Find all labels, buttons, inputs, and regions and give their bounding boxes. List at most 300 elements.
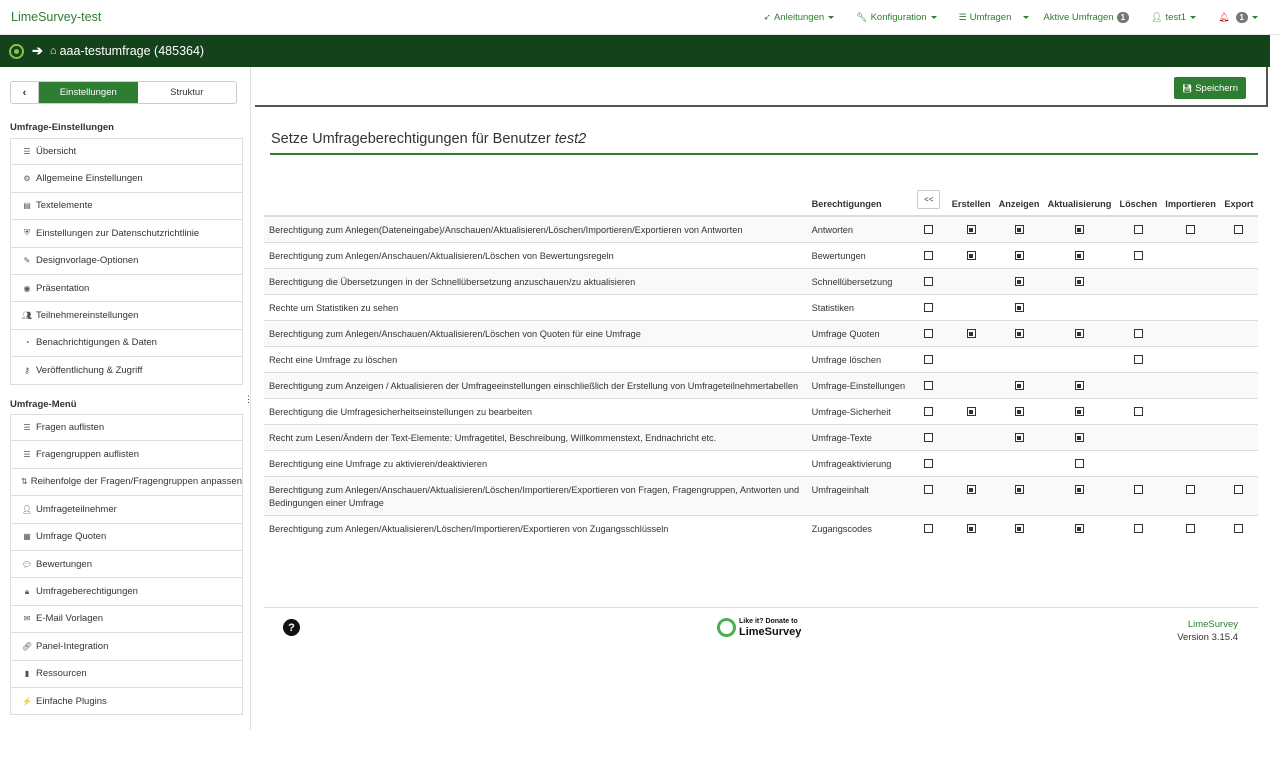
- file-icon: ▮: [24, 669, 30, 679]
- settings-menu-item-label: Allgemeine Einstellungen: [36, 173, 143, 185]
- sidebar: [0, 67, 251, 730]
- permission-cell-export: [1220, 216, 1258, 243]
- chevron-down-icon: [931, 16, 937, 19]
- permission-cell-create: [948, 216, 995, 243]
- header-toggle: [910, 183, 948, 216]
- permission-cell-update: [1044, 516, 1116, 542]
- permission-checkbox-read[interactable]: [1015, 407, 1024, 416]
- permission-description: Berechtigung zum Anlegen/Aktualisieren/Löschen/Importieren/Exportieren von Zugangsschlüsseln: [264, 516, 808, 542]
- permission-checkbox-all[interactable]: [924, 225, 933, 234]
- survey-menu-item-label: Panel-Integration: [36, 640, 109, 652]
- page-title: [270, 131, 1258, 147]
- permission-cell-create: [948, 295, 995, 321]
- settings-menu-item-label: Designvorlage-Optionen: [36, 255, 139, 267]
- permission-cell-read: [995, 477, 1044, 516]
- permission-checkbox-update[interactable]: [1075, 407, 1084, 416]
- main-content: [255, 67, 1270, 769]
- permission-description: Recht eine Umfrage zu löschen: [264, 347, 808, 373]
- settings-section-title: Umfrage-Einstellungen: [10, 122, 114, 133]
- permission-name: Umfrage Quoten: [808, 321, 910, 347]
- table-row: [264, 269, 1258, 295]
- header-permissions: Berechtigungen: [808, 183, 910, 216]
- permission-checkbox-read[interactable]: [1015, 277, 1024, 286]
- permission-checkbox-read[interactable]: [1015, 329, 1024, 338]
- version-text: Version 3.15.4: [1177, 632, 1238, 643]
- configuration-menu[interactable]: [856, 12, 936, 23]
- permission-cell-read: [995, 321, 1044, 347]
- eye-icon: ◉: [23, 283, 31, 293]
- tutorials-menu[interactable]: [763, 12, 834, 23]
- permission-cell-delete: [1115, 321, 1161, 347]
- permission-checkbox-read[interactable]: [1015, 225, 1024, 234]
- permission-cell-all: [910, 347, 948, 373]
- survey-menu-item-label: E-Mail Vorlagen: [36, 613, 104, 625]
- permission-cell-create: [948, 321, 995, 347]
- permission-description: Berechtigung zum Anlegen/Anschauen/Aktualisieren/Löschen von Bewertungsregeln: [264, 243, 808, 269]
- table-row: [264, 243, 1258, 269]
- permission-description: Berechtigung zum Anlegen(Dateneingabe)/Anschauen/Aktualisieren/Löschen/Importieren/Exportieren von Antworten: [264, 216, 808, 243]
- permission-name: Antworten: [808, 216, 910, 243]
- permission-description: Recht zum Lesen/Ändern der Text-Elemente: Umfragetitel, Beschreibung, Willkommenstext, Endnachricht etc.: [264, 425, 808, 451]
- permission-cell-export: [1220, 477, 1258, 516]
- permission-cell-export: [1220, 347, 1258, 373]
- user-icon: 👤︎: [1151, 12, 1163, 22]
- chevron-down-icon: [1252, 16, 1258, 19]
- permission-checkbox-delete[interactable]: [1134, 355, 1143, 364]
- settings-menu-item-label: Textelemente: [36, 200, 93, 212]
- settings-menu-item-label: Präsentation: [36, 282, 90, 294]
- permission-cell-all: [910, 321, 948, 347]
- survey-menu-item-label: Einfache Plugins: [36, 695, 107, 707]
- survey-menu-item[interactable]: [10, 524, 243, 551]
- lock-icon: 🔒︎: [24, 586, 30, 596]
- permission-cell-all: [910, 373, 948, 399]
- permission-cell-export: [1220, 516, 1258, 542]
- active-surveys-link[interactable]: [1043, 12, 1129, 23]
- permission-cell-delete: [1115, 451, 1161, 477]
- permission-cell-delete: [1115, 269, 1161, 295]
- permission-cell-delete: [1115, 399, 1161, 425]
- permission-cell-delete: [1115, 516, 1161, 542]
- survey-menu: [10, 414, 243, 715]
- permission-checkbox-delete[interactable]: [1134, 329, 1143, 338]
- permission-description: Berechtigung zum Anlegen/Anschauen/Aktualisieren/Löschen/Importieren/Exportieren von Fragen, Fragengruppen, Antworten und Bedingungen einer Umfrage: [264, 477, 808, 516]
- permission-cell-read: [995, 425, 1044, 451]
- home-icon: ⌂: [49, 45, 57, 57]
- permission-checkbox-import[interactable]: [1186, 485, 1195, 494]
- survey-menu-item-label: Fragen auflisten: [36, 422, 105, 434]
- permission-cell-create: [948, 269, 995, 295]
- permission-cell-update: [1044, 243, 1116, 269]
- permission-description: Berechtigung die Umfragesicherheitseinstellungen zu bearbeiten: [264, 399, 808, 425]
- permission-checkbox-create[interactable]: [967, 524, 976, 533]
- table-row: [264, 347, 1258, 373]
- users-icon: 👥︎: [21, 311, 33, 321]
- user-label: test1: [1165, 12, 1187, 23]
- permission-cell-delete: [1115, 347, 1161, 373]
- permission-cell-create: [948, 425, 995, 451]
- permission-name: Umfrageaktivierung: [808, 451, 910, 477]
- brand-link[interactable]: LimeSurvey-test: [11, 10, 102, 24]
- permission-cell-create: [948, 451, 995, 477]
- permission-cell-read: [995, 347, 1044, 373]
- permission-description: Berechtigung zum Anlegen/Anschauen/Aktualisieren/Löschen von Quoten für eine Umfrage: [264, 321, 808, 347]
- permission-checkbox-all[interactable]: [924, 355, 933, 364]
- chevron-down-icon: [1023, 16, 1029, 19]
- table-row: [264, 295, 1258, 321]
- permission-cell-read: [995, 295, 1044, 321]
- permission-checkbox-delete[interactable]: [1134, 225, 1143, 234]
- permission-cell-import: [1161, 216, 1220, 243]
- permission-cell-export: [1220, 321, 1258, 347]
- header-delete: Löschen: [1115, 183, 1161, 216]
- permissions-table: [264, 183, 1258, 541]
- permission-cell-read: [995, 269, 1044, 295]
- survey-menu-item[interactable]: [10, 469, 243, 496]
- permission-cell-export: [1220, 373, 1258, 399]
- table-row: [264, 451, 1258, 477]
- permission-checkbox-read[interactable]: [1015, 381, 1024, 390]
- permission-cell-read: [995, 516, 1044, 542]
- active-surveys-label: Aktive Umfragen: [1043, 12, 1114, 23]
- permission-cell-import: [1161, 321, 1220, 347]
- permission-cell-export: [1220, 451, 1258, 477]
- survey-menu-item[interactable]: [10, 661, 243, 688]
- footer: [264, 607, 1258, 667]
- permission-checkbox-all[interactable]: [924, 433, 933, 442]
- resize-handle-icon[interactable]: ⋮: [244, 394, 253, 404]
- permission-checkbox-update[interactable]: [1075, 459, 1084, 468]
- permission-cell-read: [995, 216, 1044, 243]
- survey-menu-item[interactable]: [10, 633, 243, 660]
- table-row: [264, 516, 1258, 542]
- settings-menu-item[interactable]: [10, 357, 243, 384]
- surveys-dropdown-toggle[interactable]: [1019, 16, 1029, 19]
- permission-cell-export: [1220, 269, 1258, 295]
- table-row: [264, 216, 1258, 243]
- rocket-icon: ➶: [763, 12, 771, 22]
- comment-icon: 💬︎: [21, 559, 33, 569]
- envelope-icon: ✉: [23, 614, 31, 624]
- permission-cell-update: [1044, 321, 1116, 347]
- permission-checkbox-delete[interactable]: [1134, 251, 1143, 260]
- permission-name: Bewertungen: [808, 243, 910, 269]
- permission-checkbox-delete[interactable]: [1134, 524, 1143, 533]
- plug-icon: ⚡: [22, 696, 32, 706]
- permission-cell-import: [1161, 399, 1220, 425]
- active-surveys-badge: 1: [1117, 12, 1129, 23]
- permission-cell-export: [1220, 425, 1258, 451]
- action-bar: [255, 67, 1268, 107]
- permission-checkbox-all[interactable]: [924, 251, 933, 260]
- permission-checkbox-read[interactable]: [1015, 433, 1024, 442]
- permission-cell-update: [1044, 451, 1116, 477]
- top-nav: [741, 0, 1258, 35]
- survey-menu-section-title: Umfrage-Menü: [10, 399, 77, 410]
- page-title-text: Setze Umfrageberechtigungen für Benutzer: [271, 131, 555, 147]
- permission-checkbox-read[interactable]: [1015, 485, 1024, 494]
- permission-cell-import: [1161, 516, 1220, 542]
- permission-cell-delete: [1115, 295, 1161, 321]
- survey-menu-item[interactable]: [10, 414, 243, 441]
- survey-menu-item[interactable]: [10, 496, 243, 523]
- permission-cell-create: [948, 347, 995, 373]
- donate-small-text: Like it? Donate to: [739, 618, 798, 625]
- permission-cell-update: [1044, 477, 1116, 516]
- save-button[interactable]: [1174, 77, 1246, 99]
- settings-menu-item-label: Veröffentlichung & Zugriff: [36, 364, 143, 376]
- header-import: Importieren: [1161, 183, 1220, 216]
- header-export: Export: [1220, 183, 1258, 216]
- donate-big-text: LimeSurvey: [739, 626, 802, 638]
- permission-cell-import: [1161, 243, 1220, 269]
- permission-cell-all: [910, 477, 948, 516]
- permission-checkbox-all[interactable]: [924, 277, 933, 286]
- permission-checkbox-all[interactable]: [924, 303, 933, 312]
- permission-cell-create: [948, 373, 995, 399]
- donate-link[interactable]: [717, 617, 801, 637]
- settings-menu-item-label: Teilnehmereinstellungen: [36, 310, 139, 322]
- permission-checkbox-update[interactable]: [1075, 225, 1084, 234]
- floppy-disk-icon: 💾︎: [1182, 83, 1193, 93]
- permission-checkbox-delete[interactable]: [1134, 407, 1143, 416]
- permission-checkbox-create[interactable]: [967, 225, 976, 234]
- survey-menu-item-label: Umfrageberechtigungen: [36, 586, 138, 598]
- permission-cell-all: [910, 425, 948, 451]
- permission-cell-delete: [1115, 373, 1161, 399]
- chevron-down-icon: [828, 16, 834, 19]
- permission-checkbox-all[interactable]: [924, 407, 933, 416]
- permission-cell-all: [910, 295, 948, 321]
- notifications-badge: 1: [1236, 12, 1248, 23]
- table-row: [264, 477, 1258, 516]
- permissions-table-body: [264, 216, 1258, 541]
- permission-description: Berechtigung eine Umfrage zu aktivieren/deaktivieren: [264, 451, 808, 477]
- tutorials-label: Anleitungen: [773, 12, 825, 23]
- limesurvey-logo-icon[interactable]: [9, 44, 24, 59]
- permission-checkbox-create[interactable]: [967, 407, 976, 416]
- settings-menu: [10, 138, 243, 385]
- settings-menu-item[interactable]: [10, 248, 243, 275]
- permission-checkbox-import[interactable]: [1186, 524, 1195, 533]
- page-title-user: test2: [554, 131, 587, 147]
- permission-checkbox-create[interactable]: [967, 251, 976, 260]
- notifications-menu[interactable]: [1218, 12, 1258, 23]
- paint-brush-icon: ✎: [23, 256, 31, 266]
- file-text-icon: ▤: [23, 201, 31, 211]
- permission-cell-all: [910, 269, 948, 295]
- help-icon[interactable]: ?: [283, 619, 300, 636]
- permission-cell-read: [995, 373, 1044, 399]
- permission-name: Umfrage-Einstellungen: [808, 373, 910, 399]
- settings-menu-item[interactable]: [10, 165, 243, 192]
- key-icon: ⚷: [24, 365, 30, 375]
- list-icon: ☰: [23, 450, 31, 460]
- permission-name: Umfrage-Sicherheit: [808, 399, 910, 425]
- permission-cell-create: [948, 243, 995, 269]
- permission-cell-update: [1044, 269, 1116, 295]
- permission-checkbox-update[interactable]: [1075, 329, 1084, 338]
- permission-cell-update: [1044, 373, 1116, 399]
- permission-cell-import: [1161, 347, 1220, 373]
- survey-menu-item[interactable]: [10, 688, 243, 715]
- survey-menu-item[interactable]: [10, 606, 243, 633]
- permission-checkbox-update[interactable]: [1075, 433, 1084, 442]
- permission-checkbox-create[interactable]: [967, 485, 976, 494]
- rss-icon: ◔: [24, 338, 30, 348]
- permission-cell-import: [1161, 477, 1220, 516]
- list-icon: ☰: [23, 423, 31, 433]
- table-row: [264, 425, 1258, 451]
- permission-cell-read: [995, 399, 1044, 425]
- survey-menu-item[interactable]: [10, 578, 243, 605]
- permission-checkbox-all[interactable]: [924, 459, 933, 468]
- permission-checkbox-update[interactable]: [1075, 524, 1084, 533]
- sidebar-tabs: [10, 81, 237, 104]
- sort-icon: ⇅: [21, 477, 28, 487]
- settings-menu-item[interactable]: [10, 302, 243, 329]
- permission-cell-update: [1044, 347, 1116, 373]
- permission-cell-import: [1161, 451, 1220, 477]
- table-row: [264, 321, 1258, 347]
- bell-icon: 🔔︎: [1218, 12, 1230, 22]
- permission-cell-create: [948, 477, 995, 516]
- permission-cell-export: [1220, 243, 1258, 269]
- header-update: Aktualisierung: [1044, 183, 1116, 216]
- chevron-left-icon: ‹: [22, 86, 27, 99]
- permission-cell-import: [1161, 425, 1220, 451]
- permission-checkbox-update[interactable]: [1075, 485, 1084, 494]
- limesurvey-donate-logo-icon: [717, 618, 736, 637]
- link-icon: 🔗︎: [21, 641, 33, 651]
- permission-cell-all: [910, 399, 948, 425]
- table-row: [264, 373, 1258, 399]
- permission-cell-read: [995, 451, 1044, 477]
- donate-text: [739, 617, 801, 637]
- permission-cell-import: [1161, 295, 1220, 321]
- permission-cell-all: [910, 243, 948, 269]
- header-description: [264, 183, 808, 216]
- permission-name: Schnellübersetzung: [808, 269, 910, 295]
- permission-name: Zugangscodes: [808, 516, 910, 542]
- permission-cell-import: [1161, 373, 1220, 399]
- survey-menu-item-label: Umfrageteilnehmer: [36, 503, 117, 515]
- permission-checkbox-create[interactable]: [967, 329, 976, 338]
- permission-cell-create: [948, 399, 995, 425]
- survey-menu-item-label: Reihenfolge der Fragen/Fragengruppen anpassen: [30, 476, 242, 488]
- collapse-sidebar-button[interactable]: [11, 82, 39, 103]
- save-label: Speichern: [1195, 82, 1238, 94]
- permission-name: Umfrageinhalt: [808, 477, 910, 516]
- survey-menu-item[interactable]: [10, 551, 243, 578]
- permission-cell-update: [1044, 295, 1116, 321]
- survey-menu-item-label: Bewertungen: [36, 558, 92, 570]
- settings-menu-item[interactable]: [10, 220, 243, 247]
- header-read: Anzeigen: [995, 183, 1044, 216]
- permission-cell-delete: [1115, 477, 1161, 516]
- surveys-label: Umfragen: [969, 12, 1012, 23]
- settings-menu-item[interactable]: [10, 275, 243, 302]
- permission-checkbox-read[interactable]: [1015, 303, 1024, 312]
- configuration-label: Konfiguration: [870, 12, 927, 23]
- permission-checkbox-export[interactable]: [1234, 485, 1243, 494]
- permission-cell-all: [910, 451, 948, 477]
- survey-bar: [0, 35, 1270, 67]
- permission-description: Berechtigung zum Anzeigen / Aktualisieren der Umfrageeinstellungen einschließlich der Erstellung von Umfrageteilnehmertabellen: [264, 373, 808, 399]
- permission-checkbox-all[interactable]: [924, 381, 933, 390]
- page-header: [270, 131, 1258, 155]
- permission-description: Berechtigung die Übersetzungen in der Schnellübersetzung anzuschauen/zu aktualisieren: [264, 269, 808, 295]
- permission-cell-delete: [1115, 243, 1161, 269]
- permission-checkbox-update[interactable]: [1075, 381, 1084, 390]
- user-menu[interactable]: [1151, 12, 1196, 23]
- survey-menu-item-label: Ressourcen: [36, 668, 87, 680]
- survey-menu-item-label: Umfrage Quoten: [36, 531, 107, 543]
- chevron-down-icon: [1190, 16, 1196, 19]
- permission-name: Umfrage löschen: [808, 347, 910, 373]
- permission-checkbox-update[interactable]: [1075, 251, 1084, 260]
- tab-structure[interactable]: Struktur: [170, 87, 204, 98]
- tab-settings[interactable]: Einstellungen: [39, 82, 138, 103]
- tasks-icon: ▦: [23, 532, 31, 542]
- header-create: Erstellen: [948, 183, 995, 216]
- permission-checkbox-read[interactable]: [1015, 251, 1024, 260]
- permission-cell-read: [995, 243, 1044, 269]
- permission-checkbox-all[interactable]: [924, 524, 933, 533]
- table-header-row: [264, 183, 1258, 216]
- permission-checkbox-export[interactable]: [1234, 225, 1243, 234]
- settings-menu-item-label: Benachrichtigungen & Daten: [36, 337, 157, 349]
- permission-cell-delete: [1115, 425, 1161, 451]
- permission-cell-update: [1044, 216, 1116, 243]
- settings-menu-item-label: Einstellungen zur Datenschutzrichtlinie: [36, 227, 200, 239]
- settings-menu-item[interactable]: [10, 138, 243, 165]
- cogs-icon: ⚙: [23, 174, 31, 184]
- permission-checkbox-all[interactable]: [924, 485, 933, 494]
- permission-checkbox-export[interactable]: [1234, 524, 1243, 533]
- settings-menu-item[interactable]: [10, 330, 243, 357]
- permission-cell-create: [948, 516, 995, 542]
- permission-cell-export: [1220, 399, 1258, 425]
- wrench-icon: 🔧︎: [856, 12, 868, 22]
- permission-checkbox-update[interactable]: [1075, 277, 1084, 286]
- permission-checkbox-read[interactable]: [1015, 524, 1024, 533]
- list-icon: ☰: [958, 12, 967, 22]
- permission-cell-all: [910, 516, 948, 542]
- permission-cell-update: [1044, 399, 1116, 425]
- list-icon: ☰: [23, 147, 31, 157]
- settings-menu-item-label: Übersicht: [36, 146, 77, 158]
- arrow-right-icon: ➔: [32, 43, 43, 58]
- permission-cell-export: [1220, 295, 1258, 321]
- app-name-link[interactable]: LimeSurvey: [1187, 619, 1238, 630]
- toggle-all-button[interactable]: <<: [917, 190, 940, 209]
- surveys-menu[interactable]: [959, 12, 1012, 23]
- user-icon: 👤︎: [21, 504, 33, 514]
- permission-cell-delete: [1115, 216, 1161, 243]
- shield-icon: ⛨: [24, 228, 30, 238]
- permission-checkbox-delete[interactable]: [1134, 485, 1143, 494]
- survey-menu-item[interactable]: [10, 441, 243, 468]
- permission-cell-update: [1044, 425, 1116, 451]
- permission-name: Umfrage-Texte: [808, 425, 910, 451]
- permission-name: Statistiken: [808, 295, 910, 321]
- permission-checkbox-import[interactable]: [1186, 225, 1195, 234]
- survey-title-link[interactable]: aaa-testumfrage (485364): [59, 44, 205, 58]
- table-row: [264, 399, 1258, 425]
- permission-checkbox-all[interactable]: [924, 329, 933, 338]
- settings-menu-item[interactable]: [10, 193, 243, 220]
